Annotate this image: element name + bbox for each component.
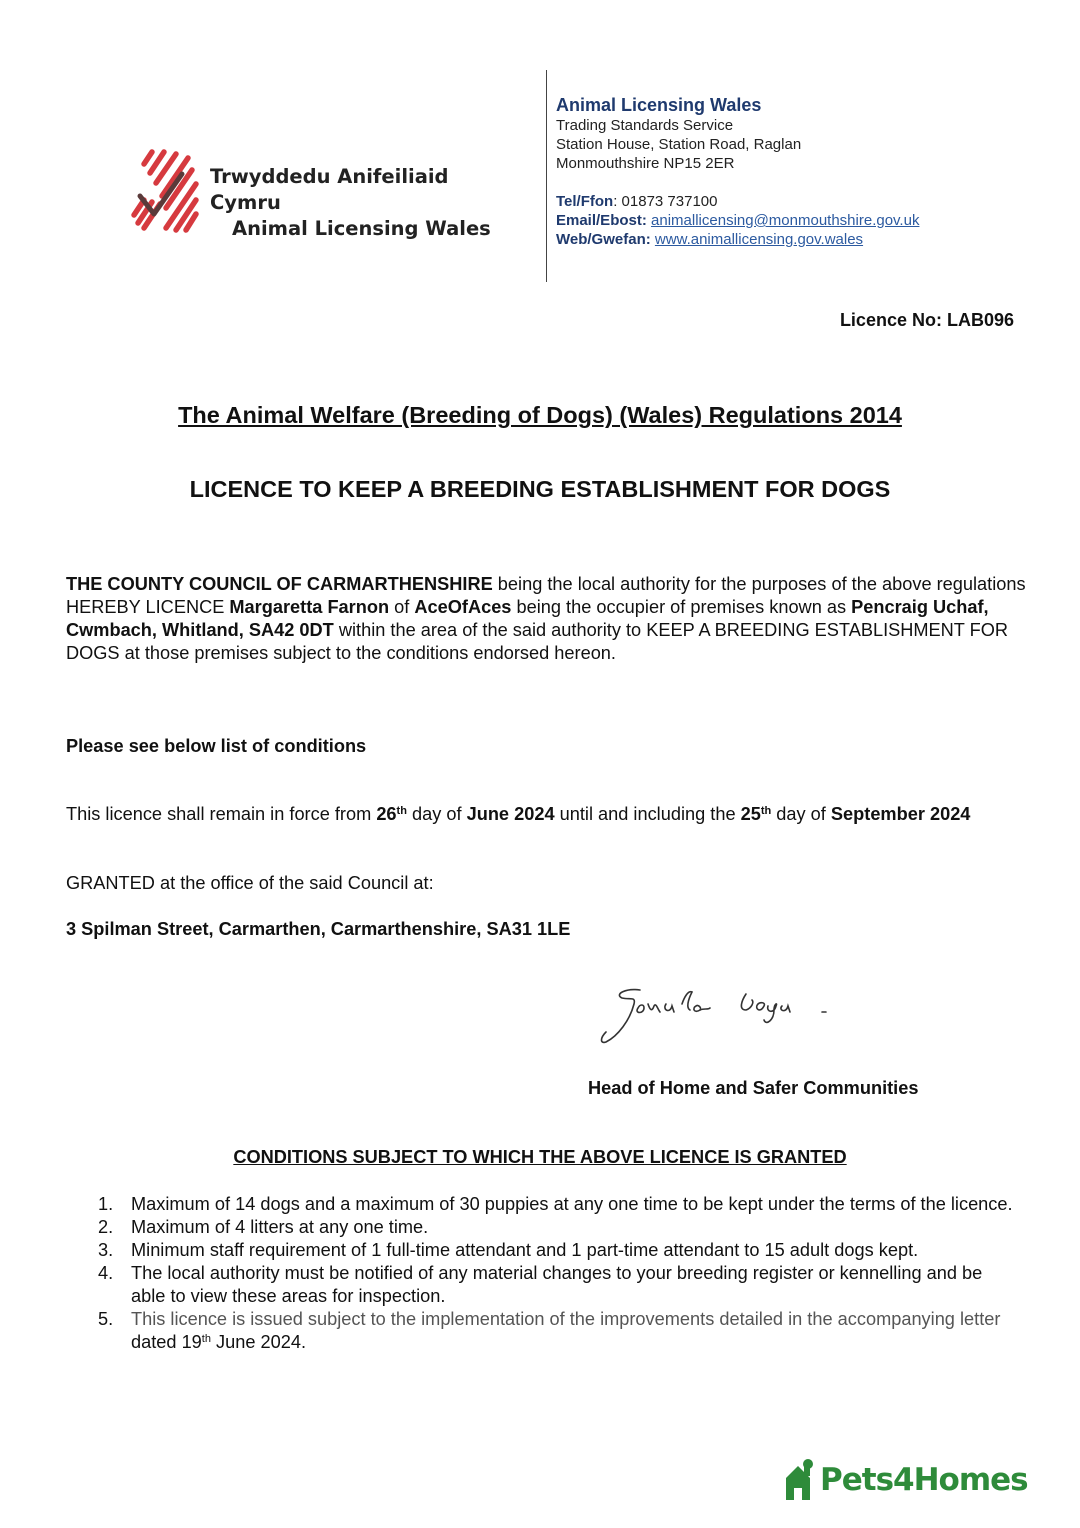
condition-number: 4. [98,1263,114,1283]
org-contact-block [556,94,919,249]
licence-title: LICENCE TO KEEP A BREEDING ESTABLISHMENT FOR DOGS [189,476,891,502]
validity-text: This licence shall remain in force from [66,804,377,824]
logo-english-text: Animal Licensing Wales [232,217,491,240]
condition-text: June 2024. [210,1332,307,1352]
org-address-line: Monmouthshire NP15 2ER [556,155,735,172]
web-label: Web/Gwefan: [556,231,651,248]
tel-value: : 01873 737100 [613,193,718,210]
start-month: June 2024 [466,804,555,824]
licence-number: Licence No: LAB096 [839,310,1014,330]
validity-text: until and including the [554,804,741,824]
end-day: 25th [740,804,772,824]
grant-text: being the occupier of premises known as [511,597,852,617]
conditions-list [98,1193,1013,1354]
email-link[interactable]: animallicensing@monmouthshire.gov.uk [651,212,920,229]
condition-number: 2. [98,1217,114,1237]
condition-number: 5. [98,1309,114,1329]
logo-welsh-text: Trwyddedu Anifeiliaid Cymru [210,165,449,214]
logo-wordmark [210,164,520,242]
signatory-title: Head of Home and Safer Communities [588,1078,919,1098]
condition-text: Minimum staff requirement of 1 full-time attendant and 1 part-time attendant to 15 adult dogs kept. [131,1240,919,1260]
granted-at-text: GRANTED at the office of the said Council at: [66,873,434,893]
premises-address: Pencraig Uchaf, Cwmbach, Whitland, SA42 0DT [66,597,989,640]
council-name: THE COUNTY COUNCIL OF CARMARTHENSHIRE [66,574,493,594]
web-link[interactable]: www.animallicensing.gov.wales [654,231,864,248]
org-tel [556,192,919,211]
pets4homes-wordmark: Pets4Homes [820,1462,1028,1498]
licensee-name: Margaretta Farnon [229,597,390,617]
validity-paragraph [66,803,1026,826]
org-address-line: Station House, Station Road, Raglan [556,136,802,153]
signature-image [596,980,846,1050]
email-label: Email/Ebost: [556,212,647,229]
pets4homes-watermark [782,1458,1034,1504]
condition-item [98,1239,1013,1262]
office-address: 3 Spilman Street, Carmarthen, Carmarthenshire, SA31 1LE [66,919,571,939]
condition-text: dated 19 [131,1332,202,1352]
see-conditions-note: Please see below list of conditions [66,736,367,756]
grant-text: of [389,597,415,617]
pets4homes-logo-icon [782,1458,818,1502]
validity-text: day of [771,804,831,824]
condition-sup: th [201,1333,211,1345]
end-month: September 2024 [830,804,971,824]
validity-text: day of [406,804,467,824]
conditions-title: CONDITIONS SUBJECT TO WHICH THE ABOVE LICENCE IS GRANTED [233,1147,847,1167]
condition-item [98,1308,1013,1354]
grant-paragraph [66,573,1026,665]
condition-item [98,1193,1013,1216]
condition-text: The local authority must be notified of any material changes to your breeding register or kennelling and be able to view these areas for inspection. [131,1263,983,1306]
business-name: AceOfAces [414,597,512,617]
regulation-title: The Animal Welfare (Breeding of Dogs) (Wales) Regulations 2014 [178,402,902,428]
org-address-line: Trading Standards Service [556,117,734,134]
condition-text: Maximum of 4 litters at any one time. [131,1217,429,1237]
condition-text: This licence is issued subject to the implementation of the improvements detailed in the accompanying letter [131,1309,1001,1329]
tel-label: Tel/Ffon [556,193,614,210]
condition-number: 3. [98,1240,114,1260]
org-web [556,230,919,249]
grant-text: within the area of the said authority to KEEP A BREEDING ESTABLISHMENT FOR DOGS at those premises subject to the conditions endorsed hereon. [66,620,1009,663]
animal-licensing-wales-logo [130,140,520,240]
org-name: Animal Licensing Wales [556,95,762,115]
condition-number: 1. [98,1194,114,1214]
condition-item [98,1262,1013,1308]
condition-item [98,1216,1013,1239]
logo-stripes-icon [130,144,205,236]
org-email [556,211,919,230]
grant-text: being the local authority for the purposes of the above regulations HEREBY LICENCE [66,574,1026,617]
header-divider [546,70,547,282]
start-day: 26th [376,804,407,824]
condition-text: Maximum of 14 dogs and a maximum of 30 puppies at any one time to be kept under the terms of the licence. [131,1194,1013,1214]
